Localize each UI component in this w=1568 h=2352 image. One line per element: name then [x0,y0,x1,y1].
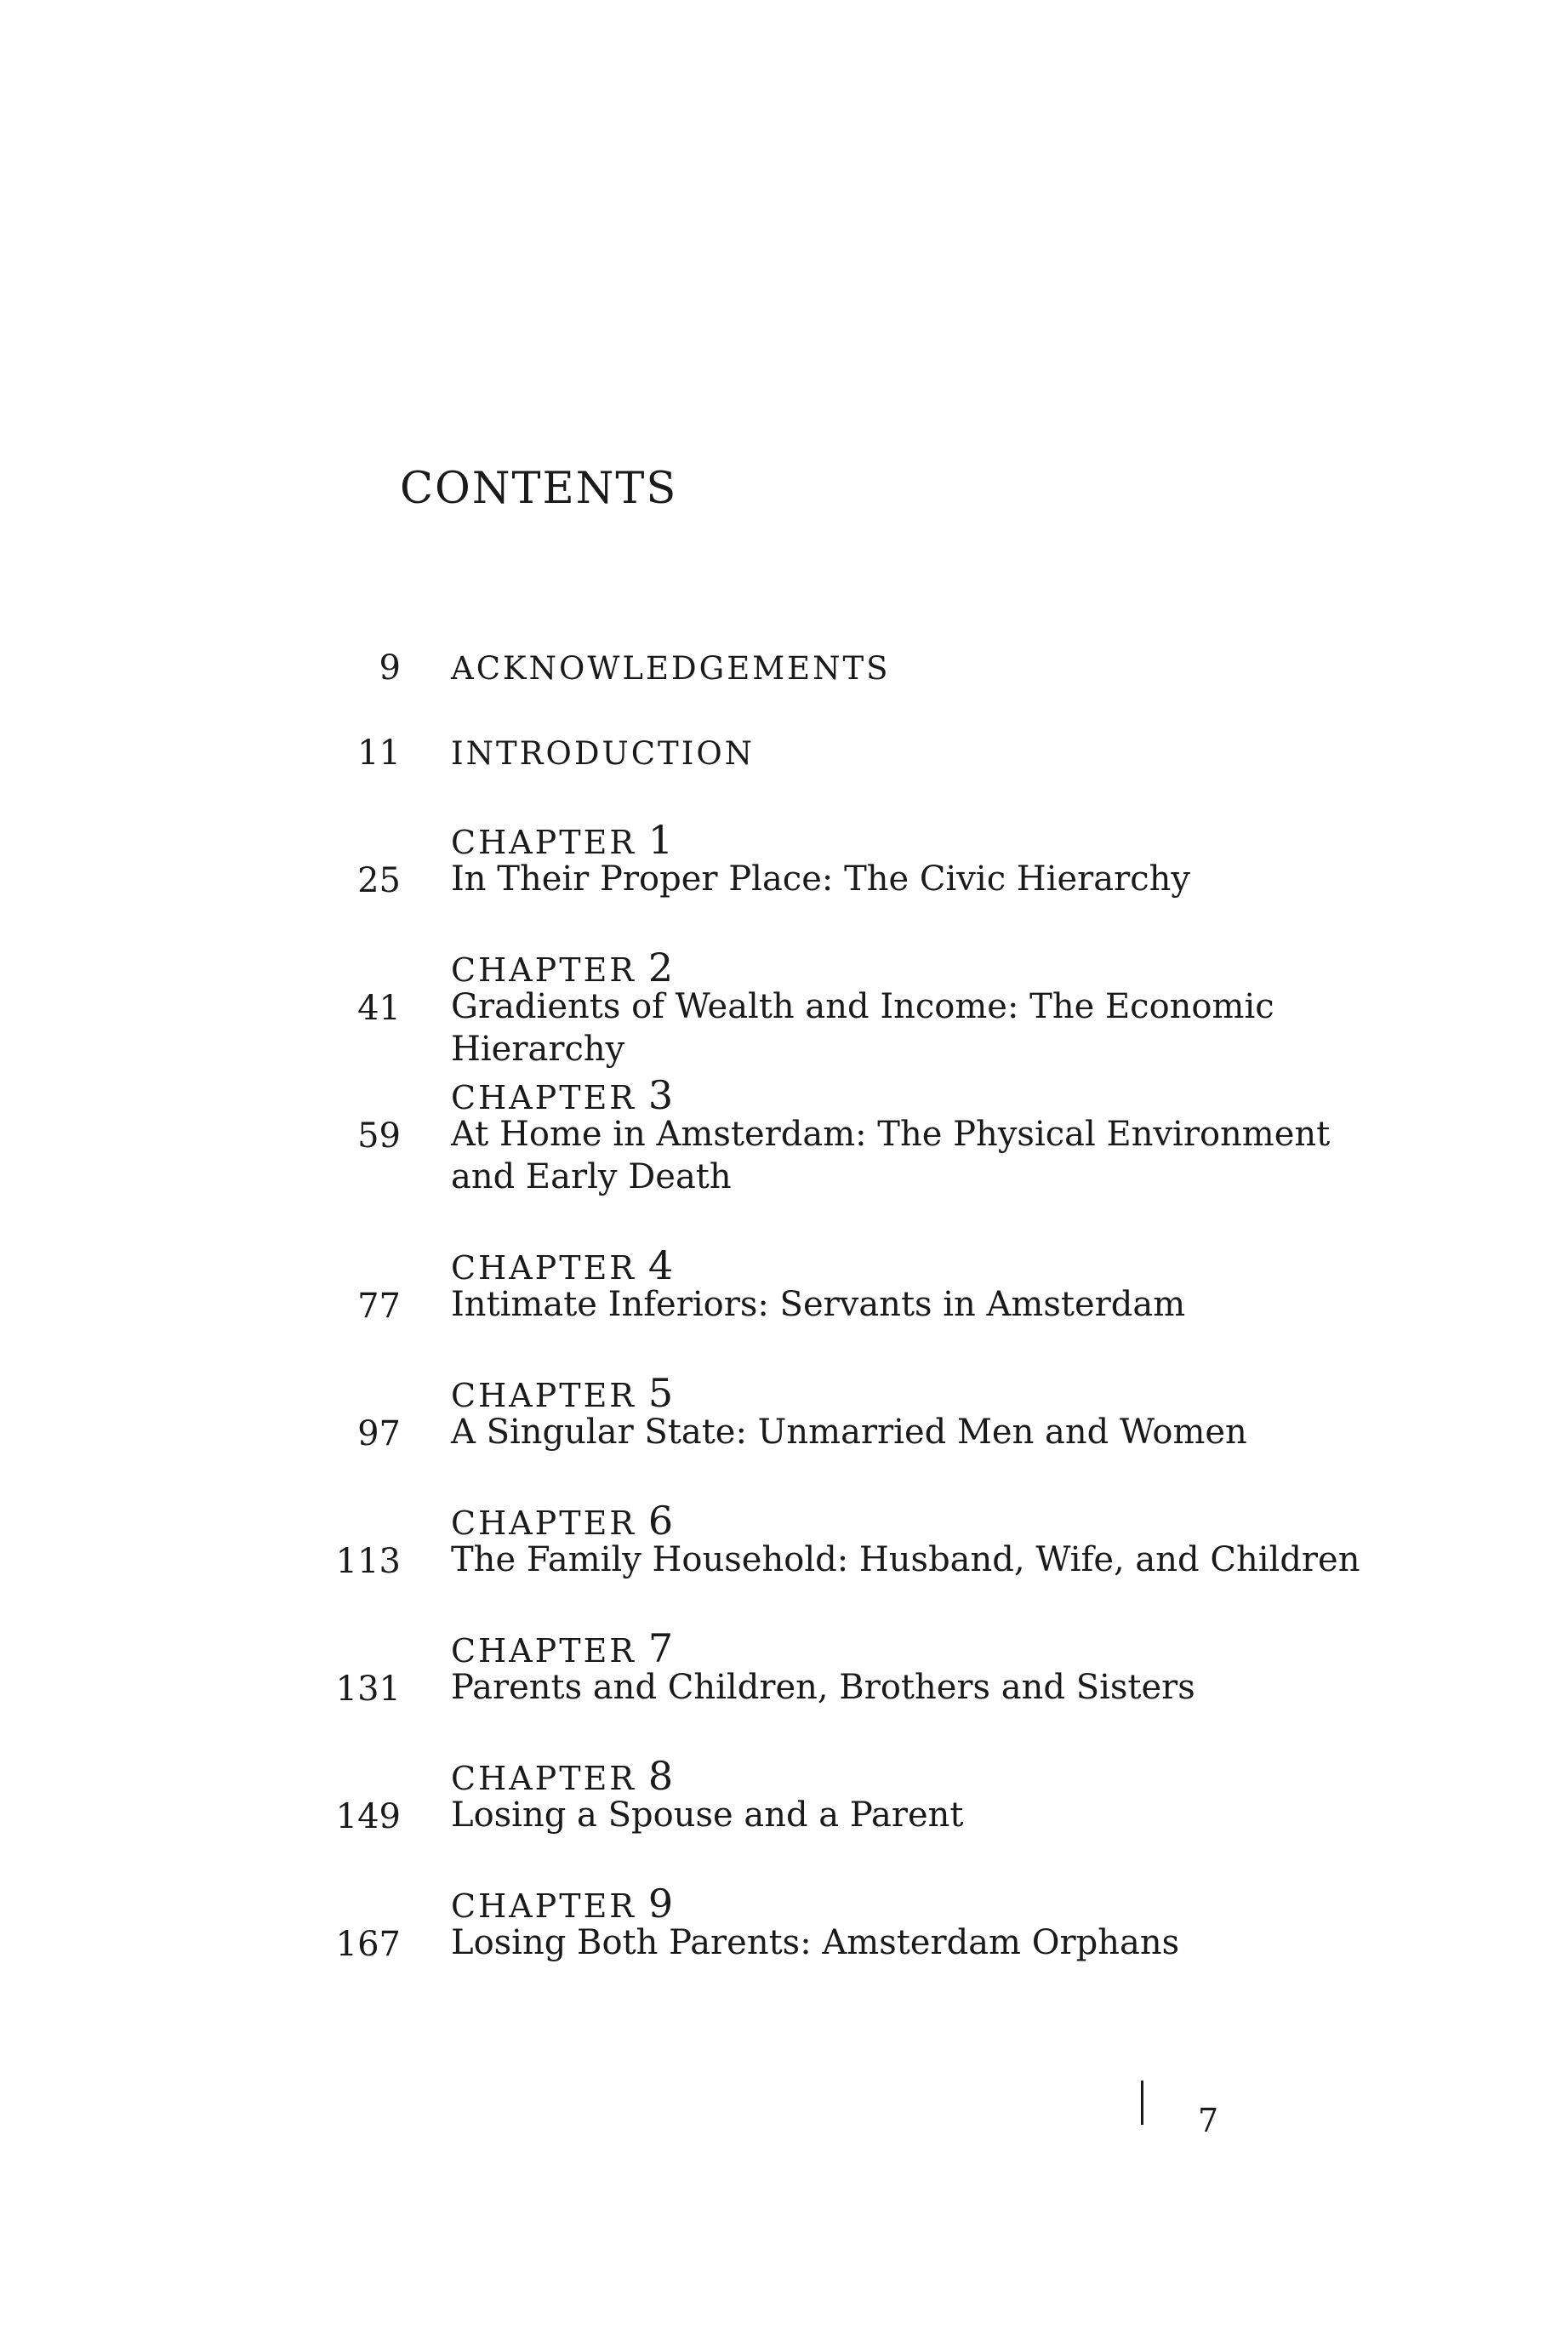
chapter-number: 4 [647,1242,674,1288]
folio-page-number: 7 [1198,2102,1219,2139]
chapter-title: Gradients of Wealth and Income: The Economic Hierarchy [451,987,1274,1069]
chapter-title: Losing a Spouse and a Parent [451,1795,964,1835]
page-number: 41 [357,989,401,1028]
page-number: 97 [357,1414,401,1453]
folio-rule [1141,2081,1143,2125]
chapter-title: Parents and Children, Brothers and Sisters [451,1668,1195,1707]
chapter-number: 2 [647,945,674,990]
chapter-title: Losing Both Parents: Amsterdam Orphans [451,1923,1180,1962]
page-number: 9 [379,648,401,688]
chapter-label: CHAPTER 6 [451,1498,674,1544]
page-number: 149 [335,1797,401,1836]
chapter-label: CHAPTER 7 [451,1625,674,1671]
page-number: 131 [335,1670,401,1709]
chapter-number: 8 [647,1753,674,1799]
chapter-label: CHAPTER 1 [451,817,674,863]
chapter-label: CHAPTER 2 [451,945,674,990]
page-number: 77 [357,1287,401,1326]
page-number: 59 [357,1116,401,1156]
chapter-label: CHAPTER 8 [451,1753,674,1799]
page-title: CONTENTS [400,464,678,514]
chapter-number: 9 [647,1881,674,1927]
chapter-label: CHAPTER 4 [451,1242,674,1288]
page-number: 11 [357,734,401,773]
chapter-number: 5 [647,1370,674,1416]
chapter-label: CHAPTER 3 [451,1072,674,1118]
chapter-title: Intimate Inferiors: Servants in Amsterdam [451,1285,1186,1324]
chapter-number: 6 [647,1498,674,1544]
chapter-label: CHAPTER 5 [451,1370,674,1416]
page-number: 25 [357,861,401,900]
chapter-number: 3 [647,1072,674,1118]
chapter-title: At Home in Amsterdam: The Physical Environment and Early Death [451,1115,1331,1196]
chapter-title: A Singular State: Unmarried Men and Women [451,1413,1247,1452]
page-number: 113 [335,1542,401,1581]
chapter-label: CHAPTER 9 [451,1881,674,1927]
section-heading: ACKNOWLEDGEMENTS [451,650,891,687]
chapter-title: In Their Proper Place: The Civic Hierarchy [451,859,1191,899]
section-heading: INTRODUCTION [451,735,755,772]
chapter-number: 7 [647,1625,674,1671]
page-number: 167 [335,1925,401,1964]
chapter-number: 1 [647,817,674,863]
chapter-title: The Family Household: Husband, Wife, and Children [451,1540,1360,1579]
